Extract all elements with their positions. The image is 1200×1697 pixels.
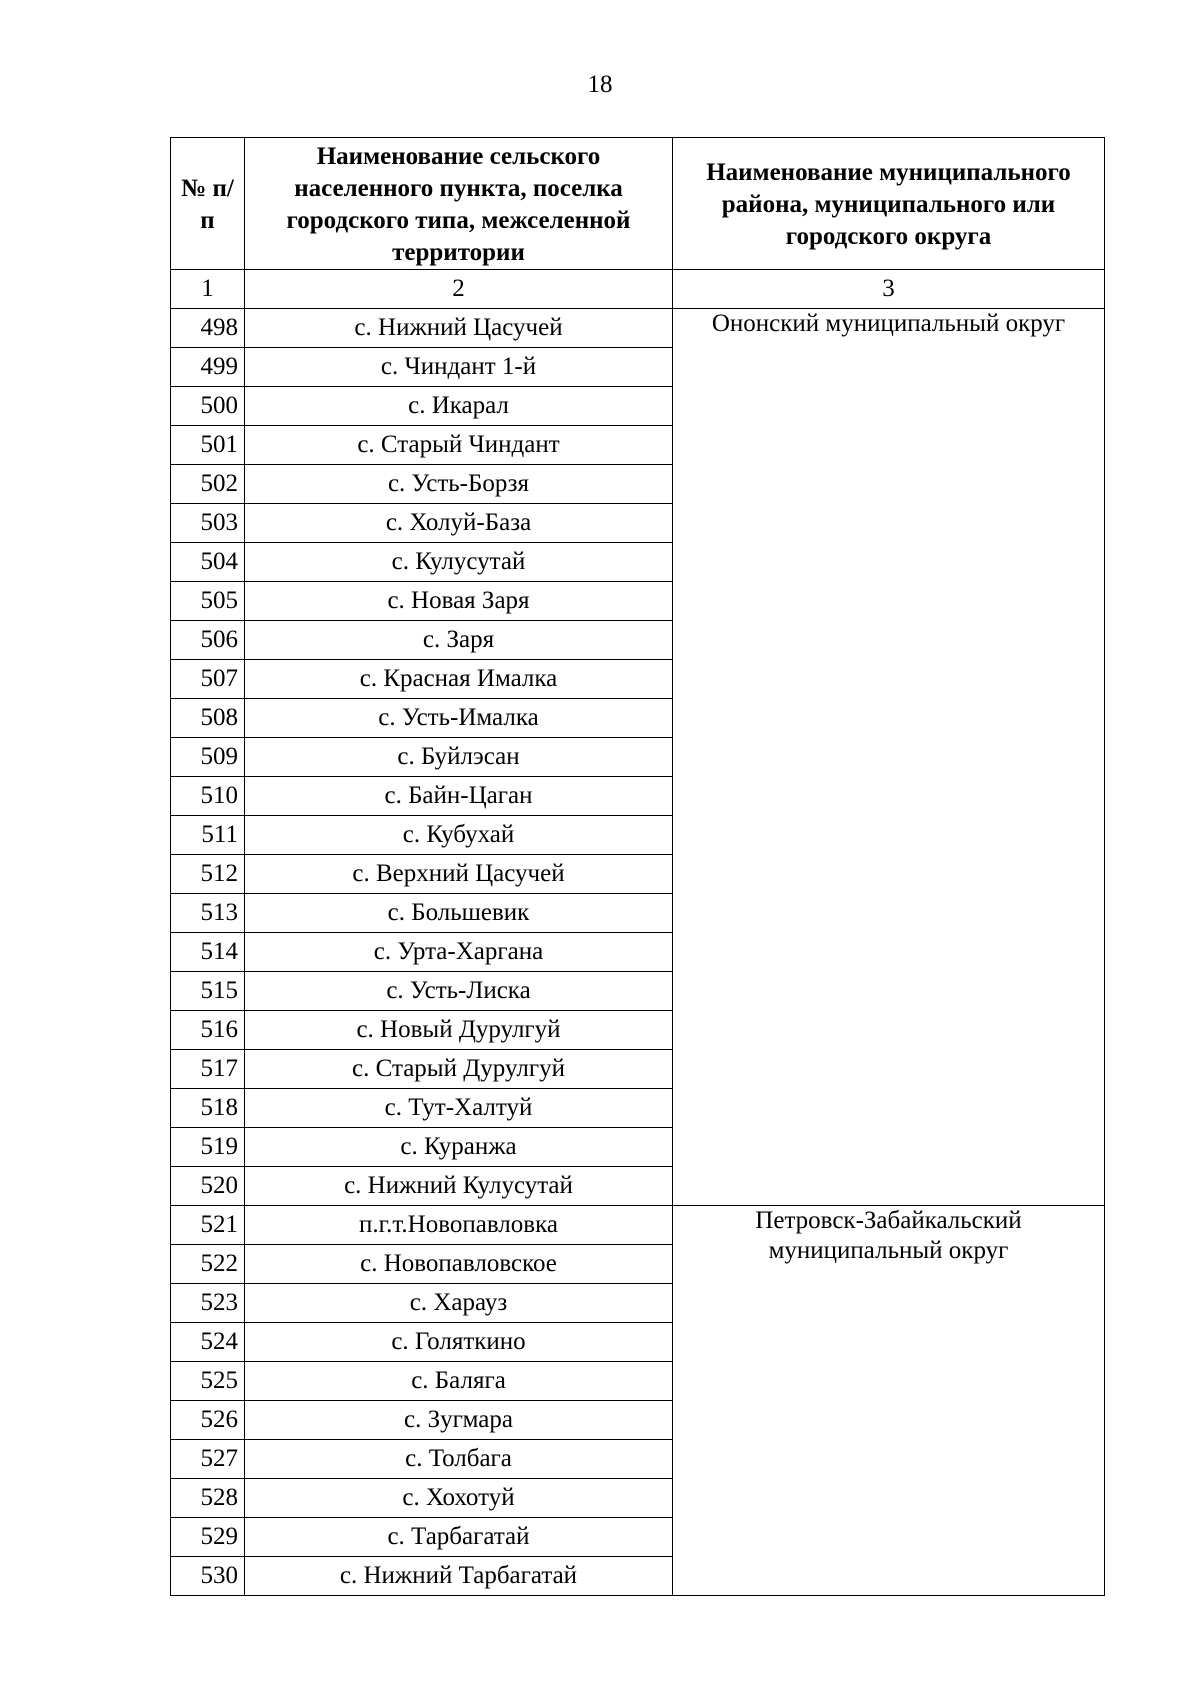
row-number: 521: [171, 1206, 245, 1245]
settlement-name: с. Нижний Кулусутай: [245, 1167, 673, 1206]
row-number: 505: [171, 582, 245, 621]
row-number: 519: [171, 1128, 245, 1167]
row-number: 511: [171, 816, 245, 855]
settlement-name: с. Новая Заря: [245, 582, 673, 621]
settlement-name: с. Баляга: [245, 1362, 673, 1401]
row-number: 504: [171, 543, 245, 582]
row-number: 520: [171, 1167, 245, 1206]
settlement-name: с. Верхний Цасучей: [245, 855, 673, 894]
settlement-name: с. Урта-Харгана: [245, 933, 673, 972]
row-number: 499: [171, 348, 245, 387]
settlement-name: с. Новый Дурулгуй: [245, 1011, 673, 1050]
row-number: 513: [171, 894, 245, 933]
settlements-table: [170, 137, 1105, 1596]
row-number: 522: [171, 1245, 245, 1284]
settlement-name: с. Усть-Ималка: [245, 699, 673, 738]
row-number: 508: [171, 699, 245, 738]
settlement-name: с. Холуй-База: [245, 504, 673, 543]
row-number: 528: [171, 1479, 245, 1518]
settlement-name: с. Новопавловское: [245, 1245, 673, 1284]
settlement-name: с. Старый Дурулгуй: [245, 1050, 673, 1089]
row-number: 501: [171, 426, 245, 465]
settlement-name: с. Икарал: [245, 387, 673, 426]
row-number: 503: [171, 504, 245, 543]
settlement-name: с. Куранжа: [245, 1128, 673, 1167]
header-settlement-name: Наименование сельского населенного пункта, поселка городского типа, межселенной территории: [245, 138, 673, 270]
row-number: 509: [171, 738, 245, 777]
column-number-3: 3: [673, 270, 1105, 309]
row-number: 514: [171, 933, 245, 972]
settlement-name: с. Заря: [245, 621, 673, 660]
settlement-name: с. Зугмара: [245, 1401, 673, 1440]
settlement-name: с. Старый Чиндант: [245, 426, 673, 465]
table-header-row: [171, 138, 1105, 270]
table-row: [171, 309, 1105, 348]
settlement-name: с. Чиндант 1-й: [245, 348, 673, 387]
row-number: 507: [171, 660, 245, 699]
row-number: 502: [171, 465, 245, 504]
settlement-name: с. Большевик: [245, 894, 673, 933]
settlement-name: с. Красная Ималка: [245, 660, 673, 699]
header-district-name: Наименование муниципального района, муниципального или городского округа: [673, 138, 1105, 270]
row-number: 515: [171, 972, 245, 1011]
row-number: 523: [171, 1284, 245, 1323]
column-number-1: 1: [171, 270, 245, 309]
row-number: 512: [171, 855, 245, 894]
row-number: 500: [171, 387, 245, 426]
row-number: 527: [171, 1440, 245, 1479]
settlement-name: с. Тут-Халтуй: [245, 1089, 673, 1128]
settlement-name: с. Буйлэсан: [245, 738, 673, 777]
row-number: 517: [171, 1050, 245, 1089]
settlement-name: п.г.т.Новопавловка: [245, 1206, 673, 1245]
settlement-name: с. Голяткино: [245, 1323, 673, 1362]
settlement-name: с. Кулусутай: [245, 543, 673, 582]
row-number: 525: [171, 1362, 245, 1401]
column-numbers-row: [171, 270, 1105, 309]
row-number: 529: [171, 1518, 245, 1557]
settlement-name: с. Нижний Цасучей: [245, 309, 673, 348]
settlement-name: с. Харауз: [245, 1284, 673, 1323]
row-number: 524: [171, 1323, 245, 1362]
header-number: № п/п: [171, 138, 245, 270]
row-number: 516: [171, 1011, 245, 1050]
settlement-name: с. Кубухай: [245, 816, 673, 855]
row-number: 518: [171, 1089, 245, 1128]
row-number: 526: [171, 1401, 245, 1440]
row-number: 530: [171, 1557, 245, 1596]
table-row: [171, 1206, 1105, 1245]
table-body: [171, 270, 1105, 1596]
settlement-name: с. Усть-Лиска: [245, 972, 673, 1011]
district-name: Ононский муниципальный округ: [673, 309, 1105, 1206]
row-number: 498: [171, 309, 245, 348]
settlement-name: с. Нижний Тарбагатай: [245, 1557, 673, 1596]
district-name: Петровск-Забайкальский муниципальный округ: [673, 1206, 1105, 1596]
settlement-name: с. Толбага: [245, 1440, 673, 1479]
settlement-name: с. Усть-Борзя: [245, 465, 673, 504]
column-number-2: 2: [245, 270, 673, 309]
settlement-name: с. Хохотуй: [245, 1479, 673, 1518]
row-number: 510: [171, 777, 245, 816]
settlement-name: с. Тарбагатай: [245, 1518, 673, 1557]
settlement-name: с. Байн-Цаган: [245, 777, 673, 816]
page-number: 18: [587, 71, 613, 98]
row-number: 506: [171, 621, 245, 660]
